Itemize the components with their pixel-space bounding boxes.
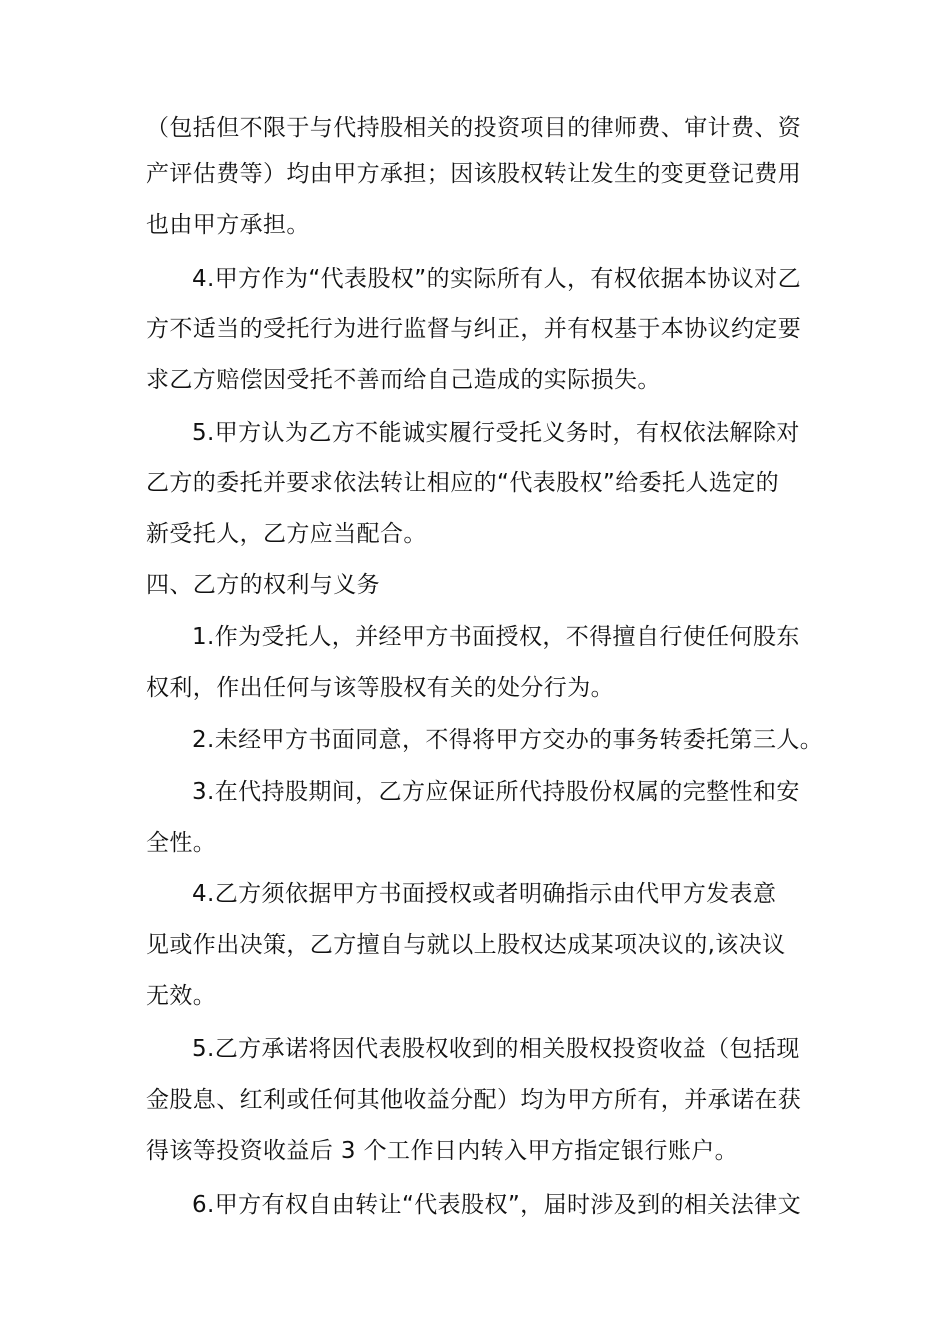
text-line: 1.作为受托人，并经甲方书面授权，不得擅自行使任何股东: [192, 624, 800, 650]
text-line: 权利，作出任何与该等股权有关的处分行为。: [146, 675, 614, 701]
text-line: （包括但不限于与代持股相关的投资项目的律师费、审计费、资: [146, 115, 802, 141]
text-line: 产评估费等）均由甲方承担；因该股权转让发生的变更登记费用: [146, 161, 802, 187]
text-line: 乙方的委托并要求依法转让相应的“代表股权”给委托人选定的: [146, 470, 780, 496]
text-line: 5.甲方认为乙方不能诚实履行受托义务时，有权依法解除对: [192, 420, 800, 446]
text-line: 见或作出决策，乙方擅自与就以上股权达成某项决议的,该决议: [146, 932, 786, 958]
text-line: 5.乙方承诺将因代表股权收到的相关股权投资收益（包括现: [192, 1036, 800, 1062]
text-line: 无效。: [146, 983, 217, 1009]
text-line: 也由甲方承担。: [146, 212, 310, 238]
text-line: 求乙方赔偿因受托不善而给自己造成的实际损失。: [146, 367, 661, 393]
text-line: 得该等投资收益后 3 个工作日内转入甲方指定银行账户。: [146, 1138, 739, 1164]
text-line: 新受托人，乙方应当配合。: [146, 521, 427, 547]
text-line: 4.乙方须依据甲方书面授权或者明确指示由代甲方发表意: [192, 881, 777, 907]
text-line: 方不适当的受托行为进行监督与纠正，并有权基于本协议约定要: [146, 316, 802, 342]
text-line: 3.在代持股期间，乙方应保证所代持股份权属的完整性和安: [192, 779, 800, 805]
text-line: 金股息、红利或任何其他收益分配）均为甲方所有，并承诺在获: [146, 1087, 802, 1113]
text-line: 全性。: [146, 830, 217, 856]
text-line: 2.未经甲方书面同意，不得将甲方交办的事务转委托第三人。: [192, 727, 824, 753]
text-line: 6.甲方有权自由转让“代表股权”，届时涉及到的相关法律文: [192, 1192, 801, 1218]
text-line: 4.甲方作为“代表股权”的实际所有人，有权依据本协议对乙: [192, 266, 801, 292]
section-heading: 四、乙方的权利与义务: [146, 572, 380, 598]
